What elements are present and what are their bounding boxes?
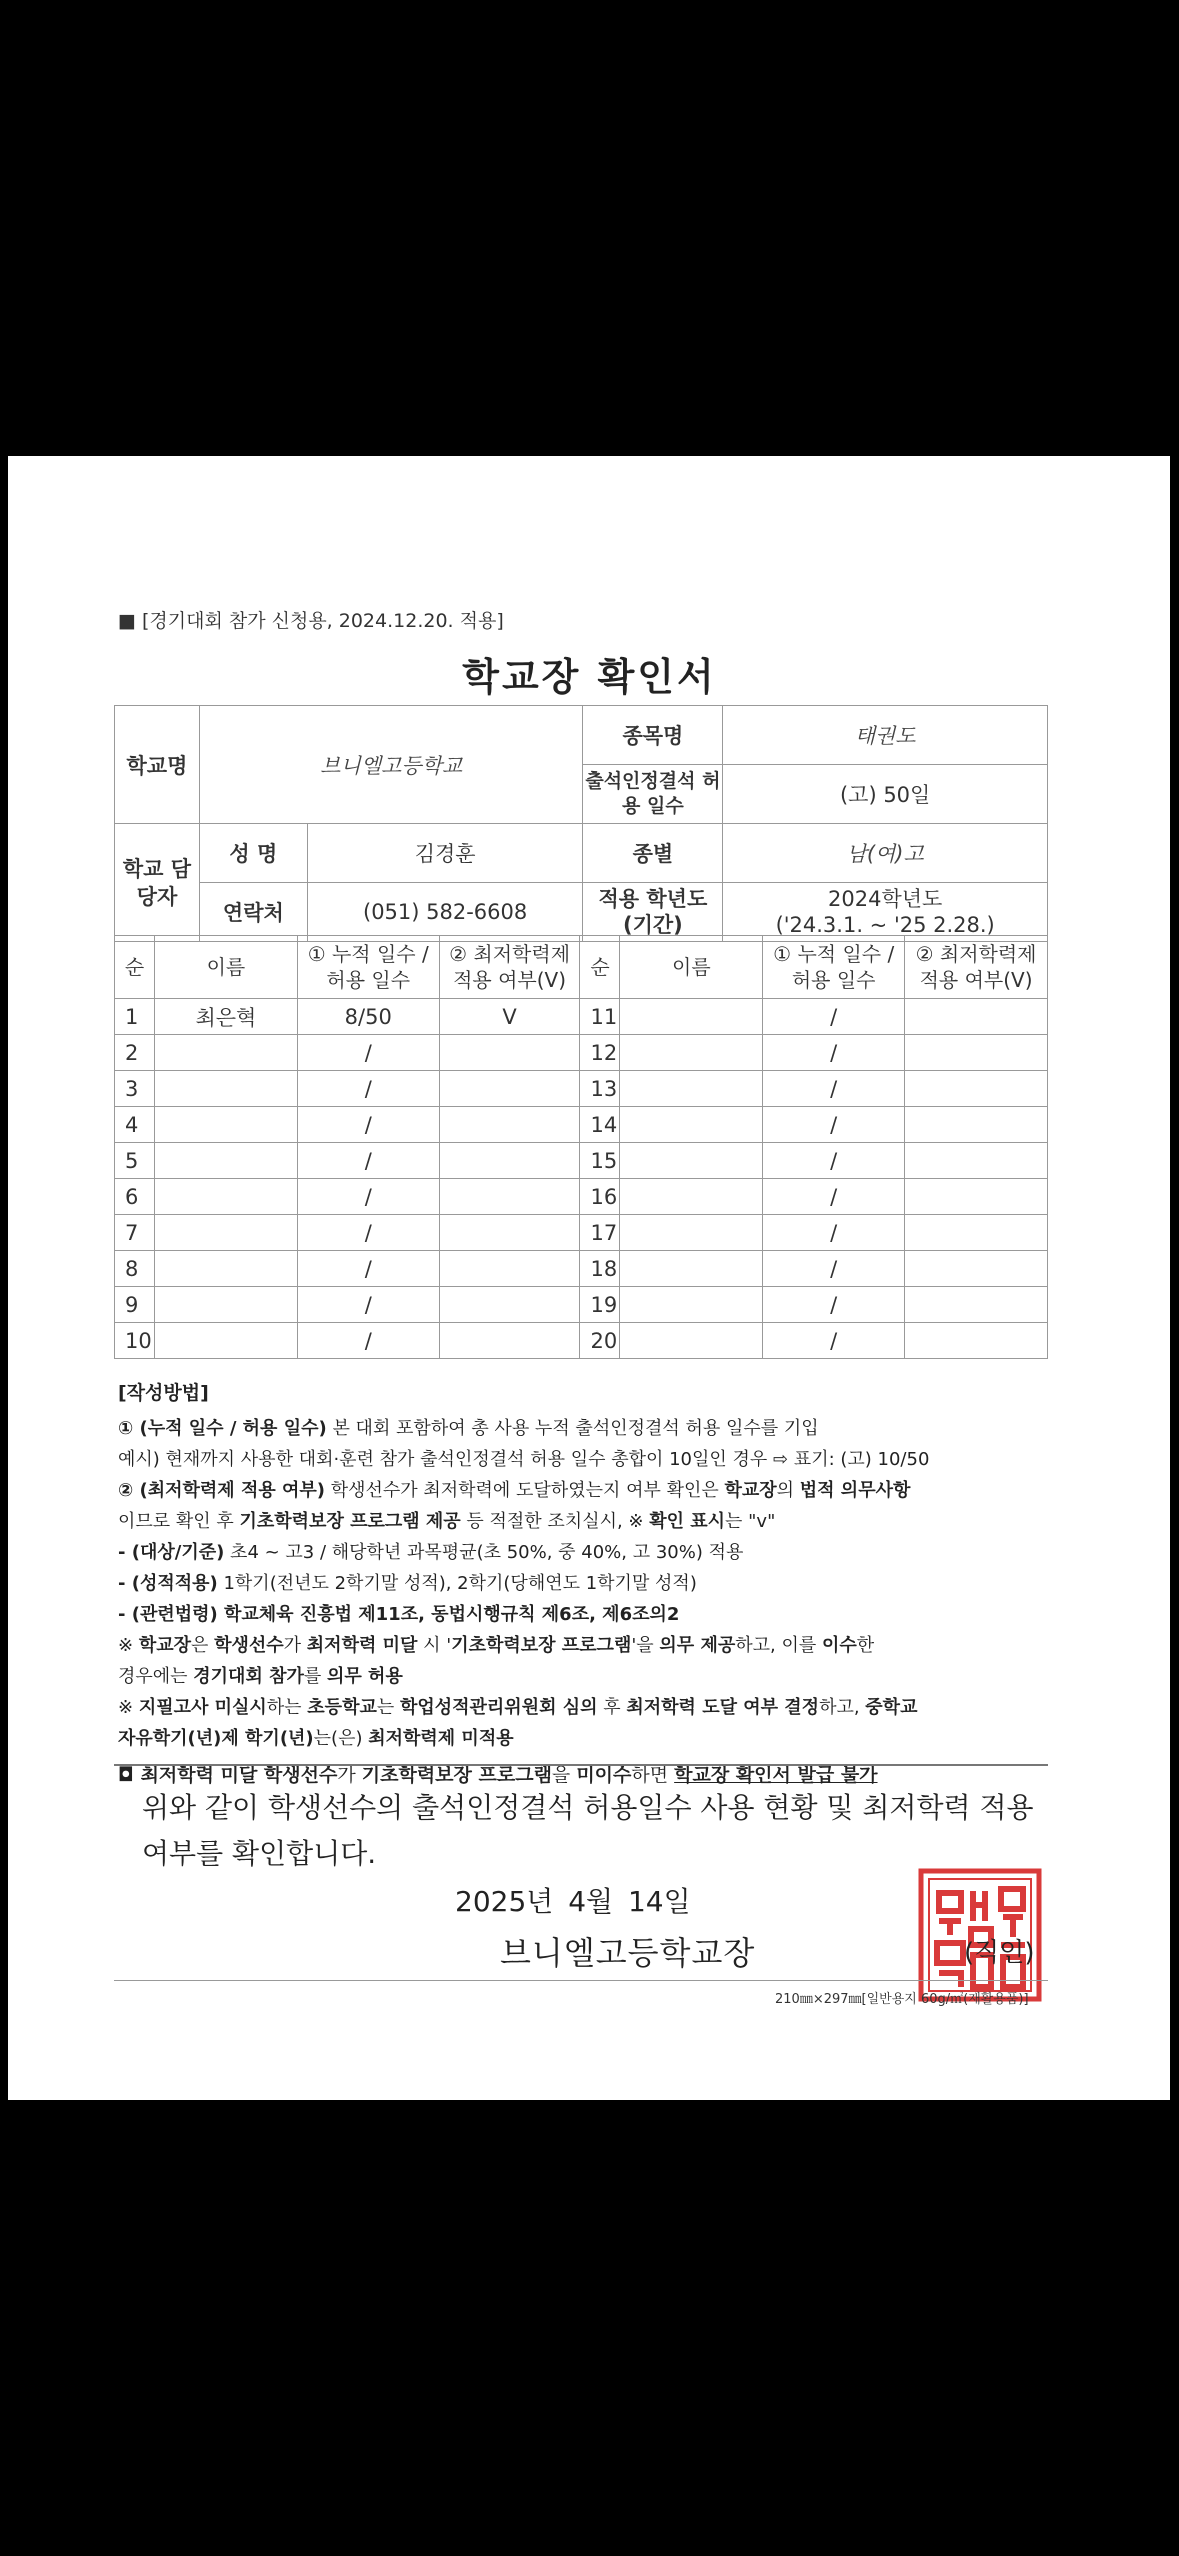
instructions-title: [작성방법] bbox=[118, 1382, 209, 1404]
table-row bbox=[115, 999, 1048, 1035]
cell-applied: V bbox=[439, 999, 580, 1035]
year-value: 2024학년도 bbox=[828, 887, 943, 911]
cell-no: 8 bbox=[115, 1251, 155, 1287]
contact-value: (051) 582-6608 bbox=[307, 883, 583, 942]
absence-label: 출석인정결석 허용 일수 bbox=[583, 765, 723, 824]
note-2-cont: 자유학기(년)제 학기(년)는(은) 최저학력제 미적용 bbox=[118, 1728, 514, 1749]
cell-no: 20 bbox=[580, 1323, 620, 1359]
cell-applied bbox=[439, 1179, 580, 1215]
cell-name bbox=[620, 1251, 763, 1287]
cell-days: / bbox=[297, 1179, 439, 1215]
absence-value: (고) 50일 bbox=[723, 765, 1048, 824]
cell-days: / bbox=[297, 1251, 439, 1287]
cell-name bbox=[620, 1287, 763, 1323]
cell-no: 7 bbox=[115, 1215, 155, 1251]
cell-name bbox=[154, 1071, 297, 1107]
cell-applied bbox=[439, 1143, 580, 1179]
cell-no: 4 bbox=[115, 1107, 155, 1143]
sport-label: 종목명 bbox=[583, 706, 723, 765]
divider bbox=[114, 1764, 1048, 1766]
cell-days: / bbox=[763, 1179, 905, 1215]
cell-no: 9 bbox=[115, 1287, 155, 1323]
cell-name bbox=[154, 1107, 297, 1143]
school-label: 학교명 bbox=[115, 706, 200, 824]
cell-name bbox=[620, 1107, 763, 1143]
cell-applied bbox=[905, 1179, 1048, 1215]
cell-name bbox=[154, 1323, 297, 1359]
cell-applied bbox=[439, 1215, 580, 1251]
col-no: 순 bbox=[580, 936, 620, 999]
table-row bbox=[115, 1179, 1048, 1215]
year-cell bbox=[723, 883, 1048, 942]
cell-days: / bbox=[297, 1107, 439, 1143]
manager-label: 학교 담당자 bbox=[115, 824, 200, 942]
cell-name bbox=[154, 1179, 297, 1215]
cell-name bbox=[154, 1287, 297, 1323]
cell-no: 15 bbox=[580, 1143, 620, 1179]
school-info-table bbox=[114, 705, 1048, 942]
cell-applied bbox=[439, 1287, 580, 1323]
cell-applied bbox=[905, 1143, 1048, 1179]
cell-no: 2 bbox=[115, 1035, 155, 1071]
cell-applied bbox=[439, 1107, 580, 1143]
cell-name bbox=[620, 999, 763, 1035]
cell-applied bbox=[905, 1251, 1048, 1287]
writing-instructions bbox=[118, 1378, 1048, 1791]
seal-label: (직인) bbox=[964, 1938, 1035, 1968]
cell-applied bbox=[905, 1287, 1048, 1323]
table-row bbox=[115, 1323, 1048, 1359]
cell-days: / bbox=[763, 999, 905, 1035]
cell-days: 8/50 bbox=[297, 999, 439, 1035]
cell-no: 12 bbox=[580, 1035, 620, 1071]
cell-no: 5 bbox=[115, 1143, 155, 1179]
cell-no: 14 bbox=[580, 1107, 620, 1143]
year-label: 적용 학년도 (기간) bbox=[583, 883, 723, 942]
cell-name: 최은혁 bbox=[154, 999, 297, 1035]
cell-name bbox=[620, 1143, 763, 1179]
cell-days: / bbox=[763, 1071, 905, 1107]
criteria-law: - (관련법령) 학교체육 진흥법 제11조, 동법시행규칙 제6조, 제6조의2 bbox=[118, 1604, 680, 1625]
instruction-1: ① (누적 일수 / 허용 일수) 본 대회 포함하여 총 사용 누적 출석인정결석 허용 일수를 기입 bbox=[118, 1418, 819, 1439]
table-row bbox=[115, 1071, 1048, 1107]
table-row bbox=[115, 1215, 1048, 1251]
cell-name bbox=[620, 1179, 763, 1215]
cell-no: 10 bbox=[115, 1323, 155, 1359]
col-applied: ② 최저학력제 적용 여부(V) bbox=[439, 936, 580, 999]
cell-days: / bbox=[297, 1287, 439, 1323]
cell-name bbox=[620, 1035, 763, 1071]
cell-days: / bbox=[297, 1143, 439, 1179]
cell-name bbox=[154, 1035, 297, 1071]
confirmation-text: 위와 같이 학생선수의 출석인정결석 허용일수 사용 현황 및 최저학력 적용 여부를 확인합니다. bbox=[142, 1791, 1034, 1870]
col-applied: ② 최저학력제 적용 여부(V) bbox=[905, 936, 1048, 999]
table-row bbox=[115, 1251, 1048, 1287]
cell-days: / bbox=[763, 1251, 905, 1287]
cell-days: / bbox=[297, 1215, 439, 1251]
principal-signature: 브니엘고등학교장 bbox=[500, 1934, 756, 1972]
cell-applied bbox=[905, 999, 1048, 1035]
cell-no: 18 bbox=[580, 1251, 620, 1287]
col-no: 순 bbox=[115, 936, 155, 999]
student-table bbox=[114, 935, 1048, 1359]
table-row bbox=[115, 1107, 1048, 1143]
instruction-2-cont: 이므로 확인 후 기초학력보장 프로그램 제공 등 적절한 조치실시, ※ 확인 표시는 "v" bbox=[118, 1511, 776, 1532]
gender-label: 종별 bbox=[583, 824, 723, 883]
cell-days: / bbox=[763, 1215, 905, 1251]
cell-applied bbox=[905, 1215, 1048, 1251]
cell-no: 1 bbox=[115, 999, 155, 1035]
cell-applied bbox=[439, 1251, 580, 1287]
cell-applied bbox=[905, 1071, 1048, 1107]
manager-name: 김경훈 bbox=[307, 824, 583, 883]
student-rows bbox=[115, 999, 1048, 1359]
table-row bbox=[115, 1287, 1048, 1323]
cell-name bbox=[620, 1071, 763, 1107]
cell-no: 3 bbox=[115, 1071, 155, 1107]
school-name: 브니엘고등학교 bbox=[199, 706, 583, 824]
header-note: ■ [경기대회 참가 신청용, 2024.12.20. 적용] bbox=[118, 610, 504, 632]
paper-spec: 210㎜×297㎜[일반용지 60g/㎡(재활용품)] bbox=[775, 1992, 1029, 2007]
cell-days: / bbox=[763, 1143, 905, 1179]
col-days: ① 누적 일수 / 허용 일수 bbox=[297, 936, 439, 999]
cell-no: 19 bbox=[580, 1287, 620, 1323]
cell-days: / bbox=[297, 1035, 439, 1071]
sport-value: 태권도 bbox=[723, 706, 1048, 765]
table-header-row bbox=[115, 936, 1048, 999]
cell-name bbox=[620, 1215, 763, 1251]
cell-applied bbox=[439, 1323, 580, 1359]
instruction-2: ② (최저학력제 적용 여부) 학생선수가 최저학력에 도달하였는지 여부 확인은 학교장의 법적 의무사항 bbox=[118, 1480, 911, 1501]
name-label: 성 명 bbox=[199, 824, 307, 883]
col-name: 이름 bbox=[154, 936, 297, 999]
contact-label: 연락처 bbox=[199, 883, 307, 942]
note-2: ※ 지필고사 미실시하는 초등학교는 학업성적관리위원회 심의 후 최저학력 도달 여부 결정하고, 중학교 bbox=[118, 1697, 918, 1718]
gender-value: 남(여)고 bbox=[723, 824, 1048, 883]
cell-days: / bbox=[763, 1035, 905, 1071]
table-row bbox=[115, 1143, 1048, 1179]
cell-no: 6 bbox=[115, 1179, 155, 1215]
cell-applied bbox=[439, 1071, 580, 1107]
cell-no: 11 bbox=[580, 999, 620, 1035]
cell-name bbox=[154, 1215, 297, 1251]
cell-no: 16 bbox=[580, 1179, 620, 1215]
cell-name bbox=[620, 1323, 763, 1359]
year-period: ('24.3.1. ~ '25 2.28.) bbox=[775, 913, 995, 937]
page-title: 학교장 확인서 bbox=[462, 655, 717, 699]
cell-days: / bbox=[763, 1287, 905, 1323]
note-1: ※ 학교장은 학생선수가 최저학력 미달 시 '기초학력보장 프로그램'을 의무 제공하고, 이를 이수한 bbox=[118, 1635, 875, 1656]
instruction-1-example: 예시) 현재까지 사용한 대회·훈련 참가 출석인정결석 허용 일수 총합이 10일인 경우 ⇨ 표기: (고) 10/50 bbox=[118, 1449, 930, 1470]
issue-date: 2025년 4월 14일 bbox=[455, 1885, 691, 1918]
cell-no: 13 bbox=[580, 1071, 620, 1107]
cell-no: 17 bbox=[580, 1215, 620, 1251]
cell-applied bbox=[905, 1323, 1048, 1359]
col-name: 이름 bbox=[620, 936, 763, 999]
warning-line: ◘ 최저학력 미달 학생선수가 기초학력보장 프로그램을 미이수하면 학교장 확인서 발급 불가 bbox=[118, 1764, 878, 1786]
cell-name bbox=[154, 1251, 297, 1287]
cell-days: / bbox=[763, 1323, 905, 1359]
cell-days: / bbox=[763, 1107, 905, 1143]
cell-days: / bbox=[297, 1071, 439, 1107]
table-row bbox=[115, 1035, 1048, 1071]
criteria-target: - (대상/기준) 초4 ~ 고3 / 해당학년 과목평균(초 50%, 중 40%, 고 30%) 적용 bbox=[118, 1542, 744, 1563]
bottom-divider bbox=[114, 1980, 1048, 1981]
col-days: ① 누적 일수 / 허용 일수 bbox=[763, 936, 905, 999]
cell-applied bbox=[905, 1107, 1048, 1143]
cell-applied bbox=[439, 1035, 580, 1071]
cell-days: / bbox=[297, 1323, 439, 1359]
criteria-grades: - (성적적용) 1학기(전년도 2학기말 성적), 2학기(당해연도 1학기말 성적) bbox=[118, 1573, 697, 1594]
cell-name bbox=[154, 1143, 297, 1179]
note-1-cont: 경우에는 경기대회 참가를 의무 허용 bbox=[118, 1666, 403, 1687]
cell-applied bbox=[905, 1035, 1048, 1071]
